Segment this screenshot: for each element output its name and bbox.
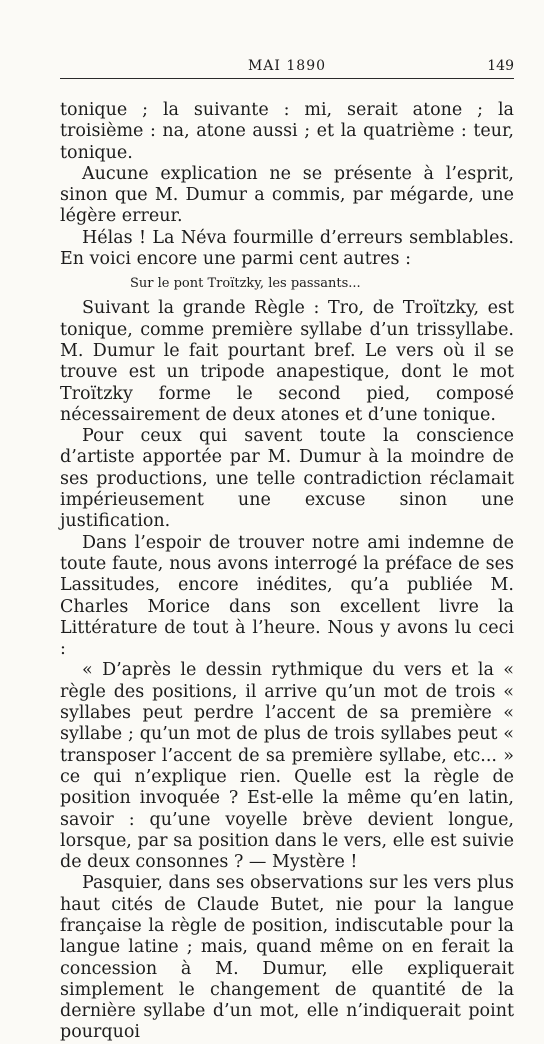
paragraph: tonique ; la suivante : mi, serait atone ; la troisième : na, atone aussi ; et la quatrième : teur, tonique. [60,100,514,163]
running-title: MAI 1890 [247,58,327,74]
paragraph: Hélas ! La Néva fourmille d’erreurs semblables. En voici encore une parmi cent autres : [60,227,514,270]
paragraph: Pour ceux qui savent toute la conscience d’artiste apportée par M. Dumur à la moindre de ses productions, une telle contradiction réclamait impérieusement une excuse sinon une justification. [60,426,514,532]
paragraph: Dans l’espoir de trouver notre ami indemne de toute faute, nous avons interrogé la préface de ses Lassitudes, encore inédites, qu’a publiée M. Charles Morice dans son excellent livre la Littérature de tout à l’heure. Nous y avons lu ceci : [60,532,514,660]
page-number: 149 [487,58,514,74]
verse-quotation: Sur le pont Troïtzky, les passants... [130,276,361,292]
body-text [60,100,514,1044]
paragraph: Suivant la grande Règle : Tro, de Troïtzky, est tonique, comme première syllabe d’un trissyllabe. M. Dumur le fait pourtant bref. Le vers où il se trouve est un tripode anapestique, dont le mot Troïtzky forme le second pied, composé nécessairement de deux atones et d’une tonique. [60,298,514,425]
paragraph: Aucune explication ne se présente à l’esprit, sinon que M. Dumur a commis, par mégarde, une légère erreur. [60,163,514,227]
paragraph: « D’après le dessin rythmique du vers et la « règle des positions, il arrive qu’un mot de trois « syllabes peut perdre l’accent de sa première « syllabe ; qu’un mot de plus de trois syllabes peut « transposer l’accent de sa première syllabe, etc... » ce qui n’explique rien. Quelle est la règle de position invoquée ? Est-elle la même qu’en latin, savoir : qu’une voyelle brève devient longue, lorsque, par sa position dans le vers, elle est suivie de deux consonnes ? — Mystère ! [60,660,514,873]
paragraph: Pasquier, dans ses observations sur les vers plus haut cités de Claude Butet, nie pour la langue française la règle de position, indiscutable pour la langue latine ; mais, quand même on en ferait la concession à M. Dumur, elle expliquerait simplement le changement de quantité de la dernière syllabe d’un mot, elle n’indiquerait point pourquoi [60,873,514,1043]
page-header [60,58,514,79]
